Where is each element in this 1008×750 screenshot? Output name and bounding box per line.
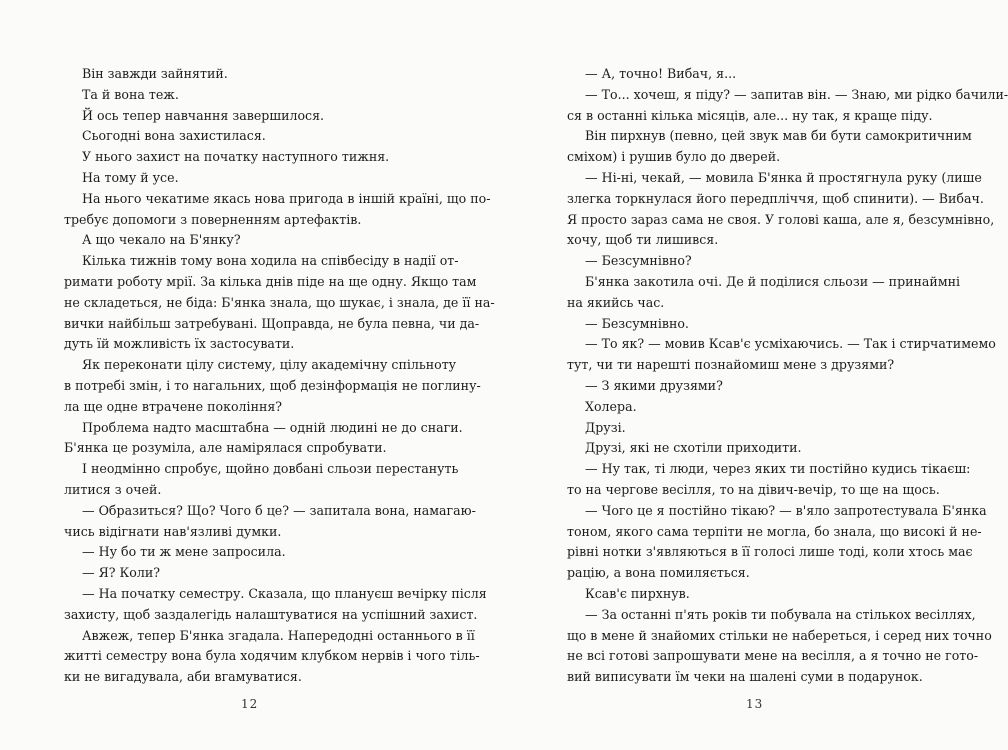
text-line: рівні нотки з'являються в її голосі лише тоді, коли хтось має bbox=[567, 544, 973, 560]
text-line: ся в останні кілька місяців, але... ну так, я краще піду. bbox=[567, 107, 933, 123]
text-line: Ксав'є пирхнув. bbox=[585, 585, 690, 601]
text-line: Б'янка це розуміла, але намірялася спробувати. bbox=[64, 440, 387, 456]
right-page bbox=[567, 64, 1008, 688]
text-line: не всі готові запрошувати мене на весілля, а я точно не гото- bbox=[567, 648, 979, 664]
text-line: дуть їй можливість їх застосувати. bbox=[64, 336, 295, 352]
text-line: житті семестру вона була ходячим клубком нервів і чого тіль- bbox=[64, 648, 480, 664]
text-line: ла ще одне втрачене покоління? bbox=[64, 398, 283, 414]
text-line: — Безсумнівно? bbox=[585, 253, 692, 269]
text-line: — Чого це я постійно тікаю? — в'яло запротестувала Б'янка bbox=[585, 502, 987, 518]
text-line: Кілька тижнів тому вона ходила на співбесіду в надії от- bbox=[82, 253, 459, 269]
text-line: не складеться, не біда: Б'янка знала, що шукає, і знала, де її на- bbox=[64, 294, 495, 310]
text-line: Холера. bbox=[585, 398, 637, 414]
text-line: А що чекало на Б'янку? bbox=[82, 232, 241, 248]
text-line: злегка торкнулася його передпліччя, щоб спинити). — Вибач. bbox=[567, 190, 984, 206]
text-line: захисту, щоб заздалегідь налаштуватися на успішний захист. bbox=[64, 606, 478, 622]
text-line: І неодмінно спробує, щойно довбані сльози перестануть bbox=[82, 461, 459, 477]
text-line: Проблема надто масштабна — одній людині не до снаги. bbox=[82, 419, 463, 435]
text-line: Друзі, які не схотіли приходити. bbox=[585, 440, 802, 456]
text-line: Б'янка закотила очі. Де й поділися сльози — принаймні bbox=[585, 273, 961, 289]
text-line: — Ну так, ті люди, через яких ти постійно кудись тікаєш: bbox=[585, 461, 971, 477]
text-line: На нього чекатиме якась нова пригода в іншій країні, що по- bbox=[82, 190, 491, 206]
text-line: Та й вона теж. bbox=[82, 86, 179, 102]
text-line: Як переконати цілу систему, цілу академічну спільноту bbox=[82, 357, 457, 373]
text-line: вички найбільш затребувані. Щоправда, не була певна, чи да- bbox=[64, 315, 480, 331]
text-line: чись відігнати нав'язливі думки. bbox=[64, 523, 282, 539]
text-line: — Образиться? Що? Чого б це? — запитала вона, намагаю- bbox=[82, 502, 476, 518]
text-line: — На початку семестру. Сказала, що плануєш вечірку після bbox=[82, 585, 487, 601]
text-line: — За останні п'ять років ти побувала на стількох весіллях, bbox=[585, 606, 976, 622]
text-line: то на чергове весілля, то на дівич-вечір, то ще на щось. bbox=[567, 481, 940, 497]
text-line: Він пирхнув (певно, цей звук мав би бути самокритичним bbox=[585, 128, 972, 144]
text-line: в потребі змін, і то нагальних, щоб дезінформація не поглину- bbox=[64, 377, 481, 393]
text-line: рацію, а вона помиляється. bbox=[567, 565, 750, 581]
text-line: — А, точно! Вибач, я... bbox=[585, 66, 737, 81]
text-line: — Я? Коли? bbox=[82, 565, 160, 581]
text-line: — Ні-ні, чекай, — мовила Б'янка й простягнула руку (лише bbox=[585, 169, 982, 185]
text-line: ки не вигадувала, аби вгамуватися. bbox=[64, 669, 302, 685]
text-line: Авжеж, тепер Б'янка згадала. Напередодні останнього в її bbox=[82, 627, 475, 643]
text-line: Він завжди зайнятий. bbox=[82, 66, 228, 81]
left-page bbox=[64, 64, 495, 688]
text-line: тут, чи ти нарешті познайомиш мене з друзями? bbox=[567, 357, 895, 373]
text-line: У нього захист на початку наступного тижня. bbox=[82, 149, 390, 165]
page-number-left: 12 bbox=[241, 697, 259, 711]
text-line: що в мене й знайомих стільки не набереться, і серед них точно bbox=[567, 627, 992, 643]
text-line: — То як? — мовив Ксав'є усміхаючись. — Так і стирчатимемо bbox=[585, 336, 996, 352]
text-line: на якийсь час. bbox=[567, 294, 665, 310]
text-line: литися з очей. bbox=[64, 481, 162, 497]
text-line: — З якими друзями? bbox=[585, 377, 723, 393]
text-line: сміхом) і рушив було до дверей. bbox=[567, 149, 781, 165]
page-number-right: 13 bbox=[746, 697, 764, 711]
text-line: вий виписувати їм чеки на шалені суми в подарунок. bbox=[567, 669, 923, 685]
text-line: Й ось тепер навчання завершилося. bbox=[82, 107, 325, 123]
text-line: хочу, щоб ти лишився. bbox=[567, 232, 719, 248]
text-line: — То... хочеш, я піду? — запитав він. — Знаю, ми рідко бачили- bbox=[585, 86, 1008, 102]
text-line: На тому й усе. bbox=[82, 169, 179, 185]
text-line: Я просто зараз сама не своя. У голові каша, але я, безсумнівно, bbox=[567, 211, 995, 227]
text-line: Сьогодні вона захистилася. bbox=[82, 128, 266, 144]
text-line: тоном, якого сама терпіти не могла, бо знала, що високі й не- bbox=[567, 523, 982, 539]
text-line: Друзі. bbox=[585, 419, 626, 435]
text-line: — Безсумнівно. bbox=[585, 315, 689, 331]
text-line: требує допомоги з поверненням артефактів. bbox=[64, 211, 362, 227]
text-line: — Ну бо ти ж мене запросила. bbox=[82, 544, 286, 560]
text-line: римати роботу мрії. За кілька днів піде на ще одну. Якщо там bbox=[64, 273, 477, 289]
